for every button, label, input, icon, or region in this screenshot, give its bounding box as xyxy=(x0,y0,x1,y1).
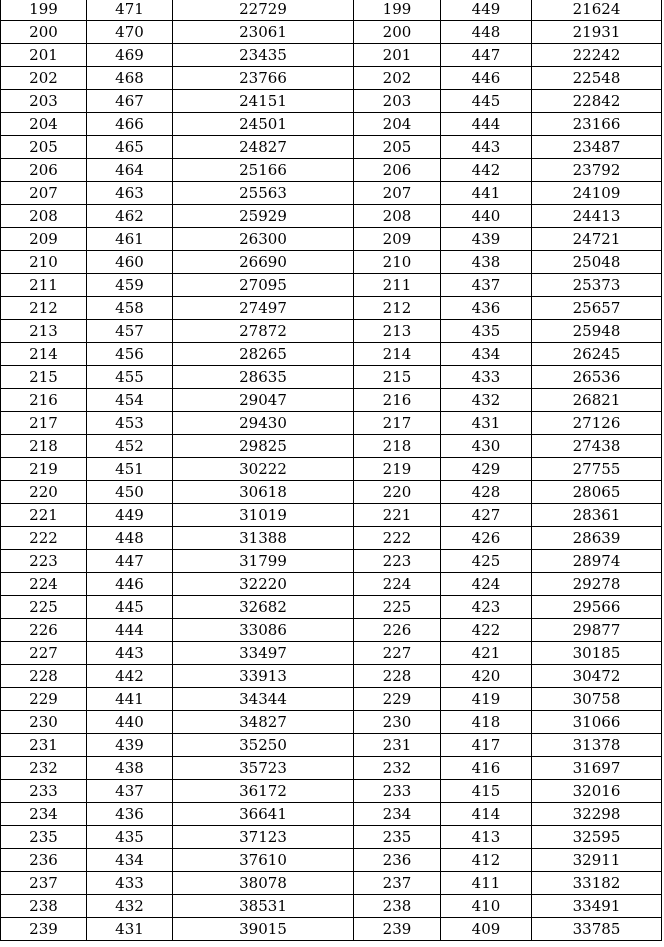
table-cell: 469 xyxy=(87,44,173,67)
table-cell: 216 xyxy=(354,389,441,412)
table-cell: 32911 xyxy=(532,849,662,872)
table-row xyxy=(1,918,662,941)
table-row xyxy=(1,481,662,504)
table-row xyxy=(1,665,662,688)
table-cell: 26300 xyxy=(173,228,354,251)
table-cell: 206 xyxy=(1,159,87,182)
table-cell: 35250 xyxy=(173,734,354,757)
table-cell: 199 xyxy=(354,0,441,21)
table-cell: 34344 xyxy=(173,688,354,711)
table-cell: 225 xyxy=(1,596,87,619)
table-row xyxy=(1,113,662,136)
table-cell: 23061 xyxy=(173,21,354,44)
table-row xyxy=(1,21,662,44)
table-cell: 409 xyxy=(441,918,532,941)
table-row xyxy=(1,550,662,573)
table-cell: 31388 xyxy=(173,527,354,550)
table-cell: 33182 xyxy=(532,872,662,895)
table-cell: 228 xyxy=(354,665,441,688)
table-cell: 28639 xyxy=(532,527,662,550)
table-cell: 212 xyxy=(354,297,441,320)
table-cell: 30472 xyxy=(532,665,662,688)
table-row xyxy=(1,619,662,642)
table-cell: 428 xyxy=(441,481,532,504)
table-cell: 230 xyxy=(354,711,441,734)
table-cell: 440 xyxy=(441,205,532,228)
table-cell: 37610 xyxy=(173,849,354,872)
table-cell: 30222 xyxy=(173,458,354,481)
table-cell: 439 xyxy=(441,228,532,251)
table-cell: 199 xyxy=(1,0,87,21)
table-cell: 424 xyxy=(441,573,532,596)
table-cell: 230 xyxy=(1,711,87,734)
table-cell: 209 xyxy=(1,228,87,251)
table-cell: 448 xyxy=(441,21,532,44)
table-cell: 446 xyxy=(441,67,532,90)
table-cell: 201 xyxy=(1,44,87,67)
table-cell: 431 xyxy=(441,412,532,435)
table-cell: 239 xyxy=(354,918,441,941)
table-cell: 35723 xyxy=(173,757,354,780)
table-cell: 231 xyxy=(1,734,87,757)
table-cell: 24827 xyxy=(173,136,354,159)
table-cell: 459 xyxy=(87,274,173,297)
table-cell: 22729 xyxy=(173,0,354,21)
table-cell: 433 xyxy=(87,872,173,895)
table-cell: 200 xyxy=(1,21,87,44)
table-cell: 28361 xyxy=(532,504,662,527)
table-cell: 218 xyxy=(354,435,441,458)
table-cell: 32298 xyxy=(532,803,662,826)
table-cell: 416 xyxy=(441,757,532,780)
table-cell: 38078 xyxy=(173,872,354,895)
table-cell: 432 xyxy=(441,389,532,412)
table-cell: 27438 xyxy=(532,435,662,458)
table-cell: 29278 xyxy=(532,573,662,596)
table-cell: 418 xyxy=(441,711,532,734)
table-cell: 224 xyxy=(1,573,87,596)
table-cell: 208 xyxy=(1,205,87,228)
table-row xyxy=(1,757,662,780)
table-cell: 425 xyxy=(441,550,532,573)
table-cell: 236 xyxy=(354,849,441,872)
table-cell: 448 xyxy=(87,527,173,550)
table-cell: 441 xyxy=(87,688,173,711)
table-cell: 26821 xyxy=(532,389,662,412)
table-row xyxy=(1,251,662,274)
table-cell: 432 xyxy=(87,895,173,918)
table-cell: 30618 xyxy=(173,481,354,504)
table-cell: 33913 xyxy=(173,665,354,688)
table-cell: 211 xyxy=(1,274,87,297)
table-cell: 22242 xyxy=(532,44,662,67)
table-cell: 431 xyxy=(87,918,173,941)
table-row xyxy=(1,826,662,849)
table-row xyxy=(1,274,662,297)
table-cell: 25948 xyxy=(532,320,662,343)
table-row xyxy=(1,458,662,481)
table-cell: 226 xyxy=(354,619,441,642)
table-cell: 417 xyxy=(441,734,532,757)
table-cell: 239 xyxy=(1,918,87,941)
table-cell: 231 xyxy=(354,734,441,757)
table-cell: 39015 xyxy=(173,918,354,941)
table-cell: 204 xyxy=(1,113,87,136)
table-cell: 29566 xyxy=(532,596,662,619)
table-row xyxy=(1,297,662,320)
table-cell: 440 xyxy=(87,711,173,734)
table-row xyxy=(1,688,662,711)
table-cell: 215 xyxy=(354,366,441,389)
table-cell: 217 xyxy=(354,412,441,435)
table-row xyxy=(1,159,662,182)
table-row xyxy=(1,734,662,757)
table-cell: 462 xyxy=(87,205,173,228)
table-cell: 445 xyxy=(441,90,532,113)
table-cell: 225 xyxy=(354,596,441,619)
table-cell: 235 xyxy=(1,826,87,849)
table-cell: 451 xyxy=(87,458,173,481)
table-cell: 209 xyxy=(354,228,441,251)
table-cell: 31378 xyxy=(532,734,662,757)
table-cell: 443 xyxy=(87,642,173,665)
table-row xyxy=(1,872,662,895)
table-cell: 24151 xyxy=(173,90,354,113)
table-cell: 221 xyxy=(354,504,441,527)
table-cell: 224 xyxy=(354,573,441,596)
table-cell: 427 xyxy=(441,504,532,527)
table-row xyxy=(1,90,662,113)
table-cell: 208 xyxy=(354,205,441,228)
table-cell: 206 xyxy=(354,159,441,182)
table-cell: 444 xyxy=(87,619,173,642)
table-cell: 214 xyxy=(354,343,441,366)
table-row xyxy=(1,44,662,67)
table-cell: 216 xyxy=(1,389,87,412)
table-cell: 25166 xyxy=(173,159,354,182)
table-cell: 438 xyxy=(441,251,532,274)
table-cell: 25373 xyxy=(532,274,662,297)
table-cell: 470 xyxy=(87,21,173,44)
table-cell: 450 xyxy=(87,481,173,504)
table-cell: 222 xyxy=(354,527,441,550)
table-cell: 203 xyxy=(1,90,87,113)
table-cell: 442 xyxy=(87,665,173,688)
table-cell: 227 xyxy=(1,642,87,665)
table-cell: 234 xyxy=(354,803,441,826)
table-cell: 22548 xyxy=(532,67,662,90)
table-cell: 32682 xyxy=(173,596,354,619)
table-cell: 422 xyxy=(441,619,532,642)
table-cell: 447 xyxy=(87,550,173,573)
table-cell: 226 xyxy=(1,619,87,642)
table-cell: 434 xyxy=(87,849,173,872)
table-cell: 222 xyxy=(1,527,87,550)
table-cell: 23435 xyxy=(173,44,354,67)
table-cell: 227 xyxy=(354,642,441,665)
table-cell: 458 xyxy=(87,297,173,320)
table-cell: 439 xyxy=(87,734,173,757)
table-row xyxy=(1,849,662,872)
table-cell: 430 xyxy=(441,435,532,458)
table-cell: 214 xyxy=(1,343,87,366)
table-cell: 234 xyxy=(1,803,87,826)
table-cell: 33497 xyxy=(173,642,354,665)
table-cell: 24721 xyxy=(532,228,662,251)
table-row xyxy=(1,0,662,21)
table-cell: 438 xyxy=(87,757,173,780)
table-cell: 23766 xyxy=(173,67,354,90)
table-cell: 217 xyxy=(1,412,87,435)
table-cell: 38531 xyxy=(173,895,354,918)
table-cell: 22842 xyxy=(532,90,662,113)
table-cell: 205 xyxy=(354,136,441,159)
table-cell: 221 xyxy=(1,504,87,527)
table-cell: 471 xyxy=(87,0,173,21)
table-cell: 24501 xyxy=(173,113,354,136)
table-cell: 32220 xyxy=(173,573,354,596)
table-cell: 31019 xyxy=(173,504,354,527)
table-row xyxy=(1,366,662,389)
table-cell: 24413 xyxy=(532,205,662,228)
table-cell: 29825 xyxy=(173,435,354,458)
table-cell: 420 xyxy=(441,665,532,688)
table-cell: 23792 xyxy=(532,159,662,182)
table-row xyxy=(1,228,662,251)
table-cell: 446 xyxy=(87,573,173,596)
table-cell: 435 xyxy=(87,826,173,849)
table-row xyxy=(1,596,662,619)
table-cell: 441 xyxy=(441,182,532,205)
table-cell: 467 xyxy=(87,90,173,113)
table-row xyxy=(1,573,662,596)
table-cell: 436 xyxy=(441,297,532,320)
table-cell: 210 xyxy=(1,251,87,274)
table-cell: 25048 xyxy=(532,251,662,274)
table-cell: 212 xyxy=(1,297,87,320)
table-cell: 28065 xyxy=(532,481,662,504)
table-cell: 449 xyxy=(441,0,532,21)
table-cell: 32016 xyxy=(532,780,662,803)
table-cell: 442 xyxy=(441,159,532,182)
table-cell: 233 xyxy=(354,780,441,803)
table-cell: 452 xyxy=(87,435,173,458)
table-row xyxy=(1,711,662,734)
table-cell: 26690 xyxy=(173,251,354,274)
table-cell: 455 xyxy=(87,366,173,389)
table-cell: 29430 xyxy=(173,412,354,435)
table-cell: 21931 xyxy=(532,21,662,44)
table-cell: 27755 xyxy=(532,458,662,481)
table-cell: 31066 xyxy=(532,711,662,734)
table-cell: 445 xyxy=(87,596,173,619)
table-cell: 32595 xyxy=(532,826,662,849)
table-row xyxy=(1,412,662,435)
table-cell: 202 xyxy=(1,67,87,90)
table-row xyxy=(1,389,662,412)
table-cell: 213 xyxy=(354,320,441,343)
table-cell: 27126 xyxy=(532,412,662,435)
table-cell: 429 xyxy=(441,458,532,481)
table-cell: 223 xyxy=(1,550,87,573)
table-cell: 228 xyxy=(1,665,87,688)
table-cell: 215 xyxy=(1,366,87,389)
table-cell: 238 xyxy=(1,895,87,918)
table-cell: 207 xyxy=(354,182,441,205)
table-cell: 457 xyxy=(87,320,173,343)
table-cell: 23166 xyxy=(532,113,662,136)
table-cell: 468 xyxy=(87,67,173,90)
table-cell: 414 xyxy=(441,803,532,826)
table-cell: 218 xyxy=(1,435,87,458)
table-cell: 27497 xyxy=(173,297,354,320)
table-cell: 437 xyxy=(87,780,173,803)
table-cell: 202 xyxy=(354,67,441,90)
table-cell: 238 xyxy=(354,895,441,918)
table-cell: 33086 xyxy=(173,619,354,642)
table-cell: 232 xyxy=(354,757,441,780)
table-cell: 415 xyxy=(441,780,532,803)
table-cell: 435 xyxy=(441,320,532,343)
table-cell: 30185 xyxy=(532,642,662,665)
table-cell: 219 xyxy=(354,458,441,481)
table-cell: 229 xyxy=(1,688,87,711)
table-cell: 434 xyxy=(441,343,532,366)
table-cell: 233 xyxy=(1,780,87,803)
table-cell: 453 xyxy=(87,412,173,435)
table-cell: 237 xyxy=(354,872,441,895)
table-row xyxy=(1,320,662,343)
table-cell: 220 xyxy=(1,481,87,504)
table-cell: 25657 xyxy=(532,297,662,320)
table-cell: 465 xyxy=(87,136,173,159)
table-cell: 466 xyxy=(87,113,173,136)
table-cell: 33491 xyxy=(532,895,662,918)
table-row xyxy=(1,895,662,918)
table-row xyxy=(1,780,662,803)
table-cell: 204 xyxy=(354,113,441,136)
table-cell: 31697 xyxy=(532,757,662,780)
table-cell: 27095 xyxy=(173,274,354,297)
table-cell: 34827 xyxy=(173,711,354,734)
table-cell: 31799 xyxy=(173,550,354,573)
table-cell: 449 xyxy=(87,504,173,527)
table-cell: 413 xyxy=(441,826,532,849)
table-cell: 229 xyxy=(354,688,441,711)
table-cell: 444 xyxy=(441,113,532,136)
table-cell: 25563 xyxy=(173,182,354,205)
table-cell: 223 xyxy=(354,550,441,573)
table-cell: 24109 xyxy=(532,182,662,205)
table-row xyxy=(1,803,662,826)
table-row xyxy=(1,205,662,228)
table-cell: 426 xyxy=(441,527,532,550)
table-cell: 29047 xyxy=(173,389,354,412)
table-cell: 21624 xyxy=(532,0,662,21)
table-cell: 436 xyxy=(87,803,173,826)
table-cell: 37123 xyxy=(173,826,354,849)
table-cell: 419 xyxy=(441,688,532,711)
table-row xyxy=(1,435,662,458)
table-cell: 28635 xyxy=(173,366,354,389)
table-cell: 28974 xyxy=(532,550,662,573)
table-cell: 464 xyxy=(87,159,173,182)
table-cell: 26536 xyxy=(532,366,662,389)
table-cell: 36641 xyxy=(173,803,354,826)
table-cell: 211 xyxy=(354,274,441,297)
table-cell: 235 xyxy=(354,826,441,849)
table-cell: 447 xyxy=(441,44,532,67)
table-cell: 433 xyxy=(441,366,532,389)
table-cell: 443 xyxy=(441,136,532,159)
table-cell: 25929 xyxy=(173,205,354,228)
table-cell: 237 xyxy=(1,872,87,895)
table-cell: 220 xyxy=(354,481,441,504)
table-cell: 460 xyxy=(87,251,173,274)
table-cell: 421 xyxy=(441,642,532,665)
table-cell: 36172 xyxy=(173,780,354,803)
table-cell: 203 xyxy=(354,90,441,113)
table-cell: 454 xyxy=(87,389,173,412)
table-cell: 412 xyxy=(441,849,532,872)
table-cell: 461 xyxy=(87,228,173,251)
table-cell: 33785 xyxy=(532,918,662,941)
table-cell: 23487 xyxy=(532,136,662,159)
table-cell: 410 xyxy=(441,895,532,918)
table-cell: 27872 xyxy=(173,320,354,343)
table-cell: 463 xyxy=(87,182,173,205)
table-cell: 236 xyxy=(1,849,87,872)
table-cell: 207 xyxy=(1,182,87,205)
table-cell: 28265 xyxy=(173,343,354,366)
table-body xyxy=(1,0,662,941)
table-cell: 201 xyxy=(354,44,441,67)
table-cell: 219 xyxy=(1,458,87,481)
table-row xyxy=(1,527,662,550)
table-row xyxy=(1,182,662,205)
table-cell: 200 xyxy=(354,21,441,44)
table-cell: 210 xyxy=(354,251,441,274)
table-cell: 411 xyxy=(441,872,532,895)
table-cell: 232 xyxy=(1,757,87,780)
table-cell: 213 xyxy=(1,320,87,343)
table-cell: 437 xyxy=(441,274,532,297)
table-cell: 423 xyxy=(441,596,532,619)
table-row xyxy=(1,136,662,159)
table-cell: 29877 xyxy=(532,619,662,642)
table-cell: 26245 xyxy=(532,343,662,366)
table-row xyxy=(1,504,662,527)
table-cell: 456 xyxy=(87,343,173,366)
table-cell: 205 xyxy=(1,136,87,159)
table-row xyxy=(1,642,662,665)
table-row xyxy=(1,67,662,90)
table-cell: 30758 xyxy=(532,688,662,711)
table-row xyxy=(1,343,662,366)
